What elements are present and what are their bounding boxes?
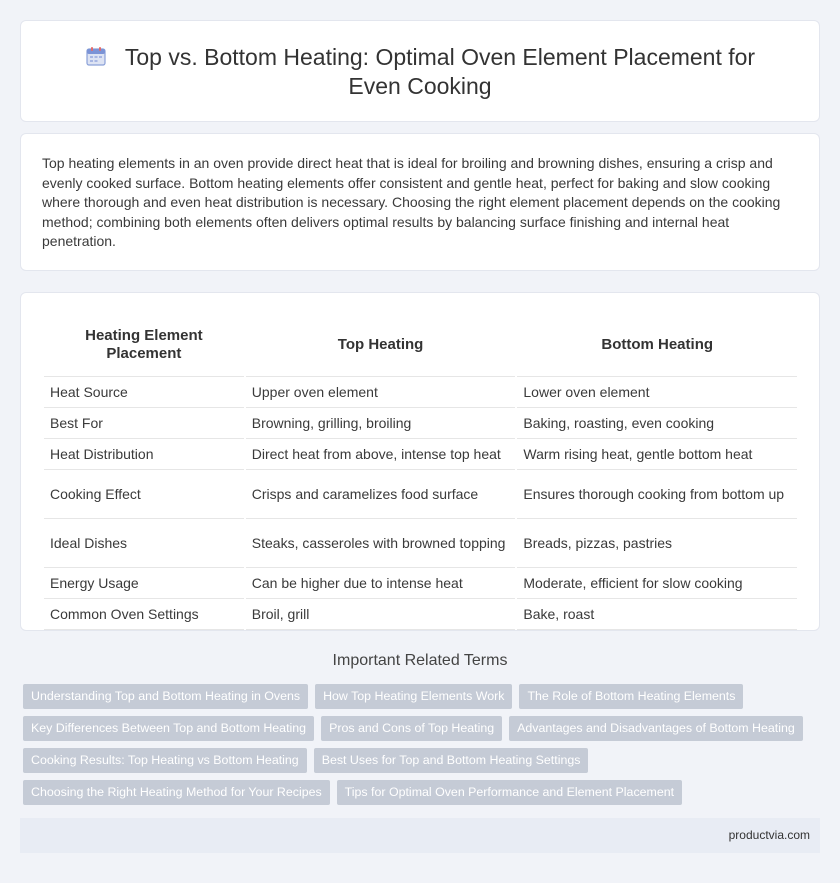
- table-cell: Energy Usage: [44, 568, 244, 599]
- table-cell: Upper oven element: [246, 377, 516, 408]
- related-terms-list: [23, 684, 823, 812]
- table-cell: Cooking Effect: [44, 470, 244, 519]
- table-row: [44, 519, 797, 568]
- intro-paragraph: Top heating elements in an oven provide direct heat that is ideal for broiling and browning dishes, ensuring a crisp and evenly cooked surface. Bottom heating elements offer consistent and gentle heat, perfect for baking and slow cooking where thorough and even heat distribution is necessary. Choosing the right element placement depends on the cooking method; combining both elements often delivers optimal results by balancing surface finishing and internal heat penetration.: [42, 155, 781, 250]
- table-cell: Browning, grilling, broiling: [246, 408, 516, 439]
- intro-card: [20, 133, 820, 271]
- comparison-table: [42, 314, 799, 630]
- table-cell: Crisps and caramelizes food surface: [246, 470, 516, 519]
- table-row: [44, 470, 797, 519]
- related-term-link[interactable]: The Role of Bottom Heating Elements: [519, 684, 743, 709]
- table-cell: Ensures thorough cooking from bottom up: [517, 470, 797, 519]
- table-row: [44, 377, 797, 408]
- comparison-card: [20, 292, 820, 631]
- table-cell: Breads, pizzas, pastries: [517, 519, 797, 568]
- footer: [20, 818, 820, 853]
- footer-site-link[interactable]: productvia.com: [728, 828, 810, 842]
- column-header: Top Heating: [246, 314, 516, 377]
- table-row: [44, 599, 797, 630]
- column-header: Heating Element Placement: [44, 314, 244, 377]
- table-cell: Moderate, efficient for slow cooking: [517, 568, 797, 599]
- related-term-link[interactable]: Tips for Optimal Oven Performance and Element Placement: [337, 780, 682, 805]
- table-header-row: [44, 314, 797, 377]
- table-cell: Heat Distribution: [44, 439, 244, 470]
- related-term-link[interactable]: Cooking Results: Top Heating vs Bottom Heating: [23, 748, 307, 773]
- table-row: [44, 408, 797, 439]
- table-cell: Lower oven element: [517, 377, 797, 408]
- table-cell: Steaks, casseroles with browned topping: [246, 519, 516, 568]
- table-cell: Common Oven Settings: [44, 599, 244, 630]
- table-row: [44, 568, 797, 599]
- related-term-link[interactable]: Pros and Cons of Top Heating: [321, 716, 502, 741]
- related-term-link[interactable]: How Top Heating Elements Work: [315, 684, 512, 709]
- table-cell: Best For: [44, 408, 244, 439]
- table-cell: Bake, roast: [517, 599, 797, 630]
- table-cell: Heat Source: [44, 377, 244, 408]
- related-term-link[interactable]: Understanding Top and Bottom Heating in Ovens: [23, 684, 308, 709]
- page-title-wrap: [61, 43, 779, 101]
- related-term-link[interactable]: Best Uses for Top and Bottom Heating Settings: [314, 748, 589, 773]
- title-card: [20, 20, 820, 122]
- table-cell: Warm rising heat, gentle bottom heat: [517, 439, 797, 470]
- table-row: [44, 439, 797, 470]
- related-term-link[interactable]: Advantages and Disadvantages of Bottom Heating: [509, 716, 803, 741]
- page-title: Top vs. Bottom Heating: Optimal Oven Element Placement for Even Cooking: [124, 44, 756, 99]
- related-terms-heading: Important Related Terms: [332, 652, 508, 669]
- table-cell: Broil, grill: [246, 599, 516, 630]
- table-cell: Baking, roasting, even cooking: [517, 408, 797, 439]
- table-cell: Direct heat from above, intense top heat: [246, 439, 516, 470]
- related-term-link[interactable]: Choosing the Right Heating Method for Your Recipes: [23, 780, 330, 805]
- calendar-icon: [85, 45, 107, 67]
- table-cell: Can be higher due to intense heat: [246, 568, 516, 599]
- column-header: Bottom Heating: [517, 314, 797, 377]
- table-cell: Ideal Dishes: [44, 519, 244, 568]
- related-term-link[interactable]: Key Differences Between Top and Bottom Heating: [23, 716, 314, 741]
